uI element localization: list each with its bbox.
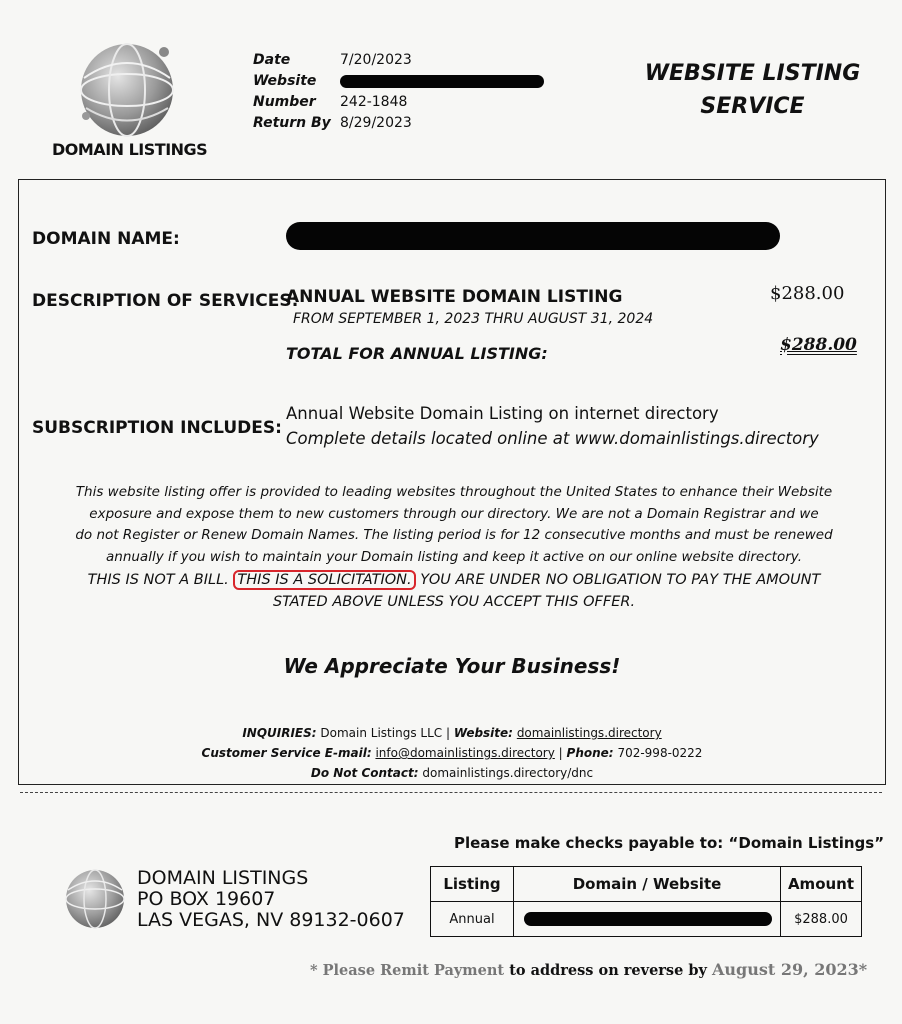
brand-name: DOMAIN LISTINGS — [52, 140, 208, 159]
subscription-line-2: Complete details located online at www.domainlistings.directory — [286, 429, 819, 448]
solicitation-line: THIS IS NOT A BILL. THIS IS A SOLICITATION. YOU ARE UNDER NO OBLIGATION TO PAY THE AMOUNT — [87, 572, 821, 588]
logo — [48, 38, 208, 162]
email-link[interactable]: info@domainlistings.directory — [375, 746, 555, 760]
contact-info: INQUIRIES: Domain Listings LLC | Website: domainlistings.directory Customer Service E-mail: info@domainlistings.directory | Phone: 702-998-0222 Do Not Contact: domainlistings.directory/dnc — [201, 726, 703, 780]
subscription-line-1: Annual Website Domain Listing on internet directory — [286, 404, 719, 423]
subscription-label: SUBSCRIPTION INCLUDES: — [32, 418, 282, 438]
appreciation-message: We Appreciate Your Business! — [283, 654, 621, 678]
service-amount: $288.00 — [770, 283, 845, 304]
redacted-website-cell — [524, 912, 772, 926]
solicitation-highlight: THIS IS A SOLICITATION. — [233, 570, 415, 590]
redacted-website — [340, 75, 544, 88]
total-label: TOTAL FOR ANNUAL LISTING: — [286, 344, 548, 363]
globe-icon — [72, 38, 182, 142]
service-period: FROM SEPTEMBER 1, 2023 THRU AUGUST 31, 2024 — [293, 311, 654, 327]
website-link[interactable]: domainlistings.directory — [516, 726, 662, 740]
header-field-date: Date 7/20/2023 — [253, 52, 412, 68]
remit-footer: * Please Remit Payment to address on reverse by August 29, 2023* — [310, 960, 868, 979]
service-name: ANNUAL WEBSITE DOMAIN LISTING — [286, 287, 623, 307]
remit-table — [430, 866, 862, 937]
header-fields — [253, 50, 544, 134]
disclaimer: This website listing offer is provided to leading websites throughout the United States to enhance their Website exposure and expose them to new customers through our directory. We are not a Domain Registrar and we do not Register or Renew Domain Names. The listing period is for 12 consecutive months and must be renewed annually if you wish to maintain your Domain listing and keep it active on our online website directory. THIS IS NOT A BILL. THIS IS A SOLICITATION. YOU ARE UNDER NO OBLIGATION TO PAY THE AMOUNT STATED ABOVE UNLESS YOU ACCEPT THIS OFFER. — [30, 482, 878, 613]
table-header-row: Listing Domain / Website Amount — [431, 867, 862, 902]
remit-address: DOMAIN LISTINGS PO BOX 19607 LAS VEGAS, NV 89132-0607 — [137, 867, 405, 931]
description-label: DESCRIPTION OF SERVICES: — [32, 291, 299, 311]
total-amount: $288.00 — [780, 335, 857, 355]
header-field-number: Number 242-1848 — [253, 94, 408, 110]
do-not-contact-url: domainlistings.directory/dnc — [422, 766, 594, 780]
globe-icon-small — [62, 866, 128, 932]
domain-name-label: DOMAIN NAME: — [32, 229, 180, 249]
perforation-divider — [20, 792, 882, 793]
redacted-domain-name — [286, 222, 780, 250]
header-field-return-by: Return By 8/29/2023 — [253, 115, 412, 131]
phone-number: 702-998-0222 — [617, 746, 703, 760]
checks-payable-note: Please make checks payable to: “Domain Listings” — [454, 834, 885, 852]
table-row: Annual $288.00 — [431, 902, 862, 937]
page-title: WEBSITE LISTING SERVICE — [644, 61, 861, 119]
header-field-website: Website — [253, 71, 544, 92]
